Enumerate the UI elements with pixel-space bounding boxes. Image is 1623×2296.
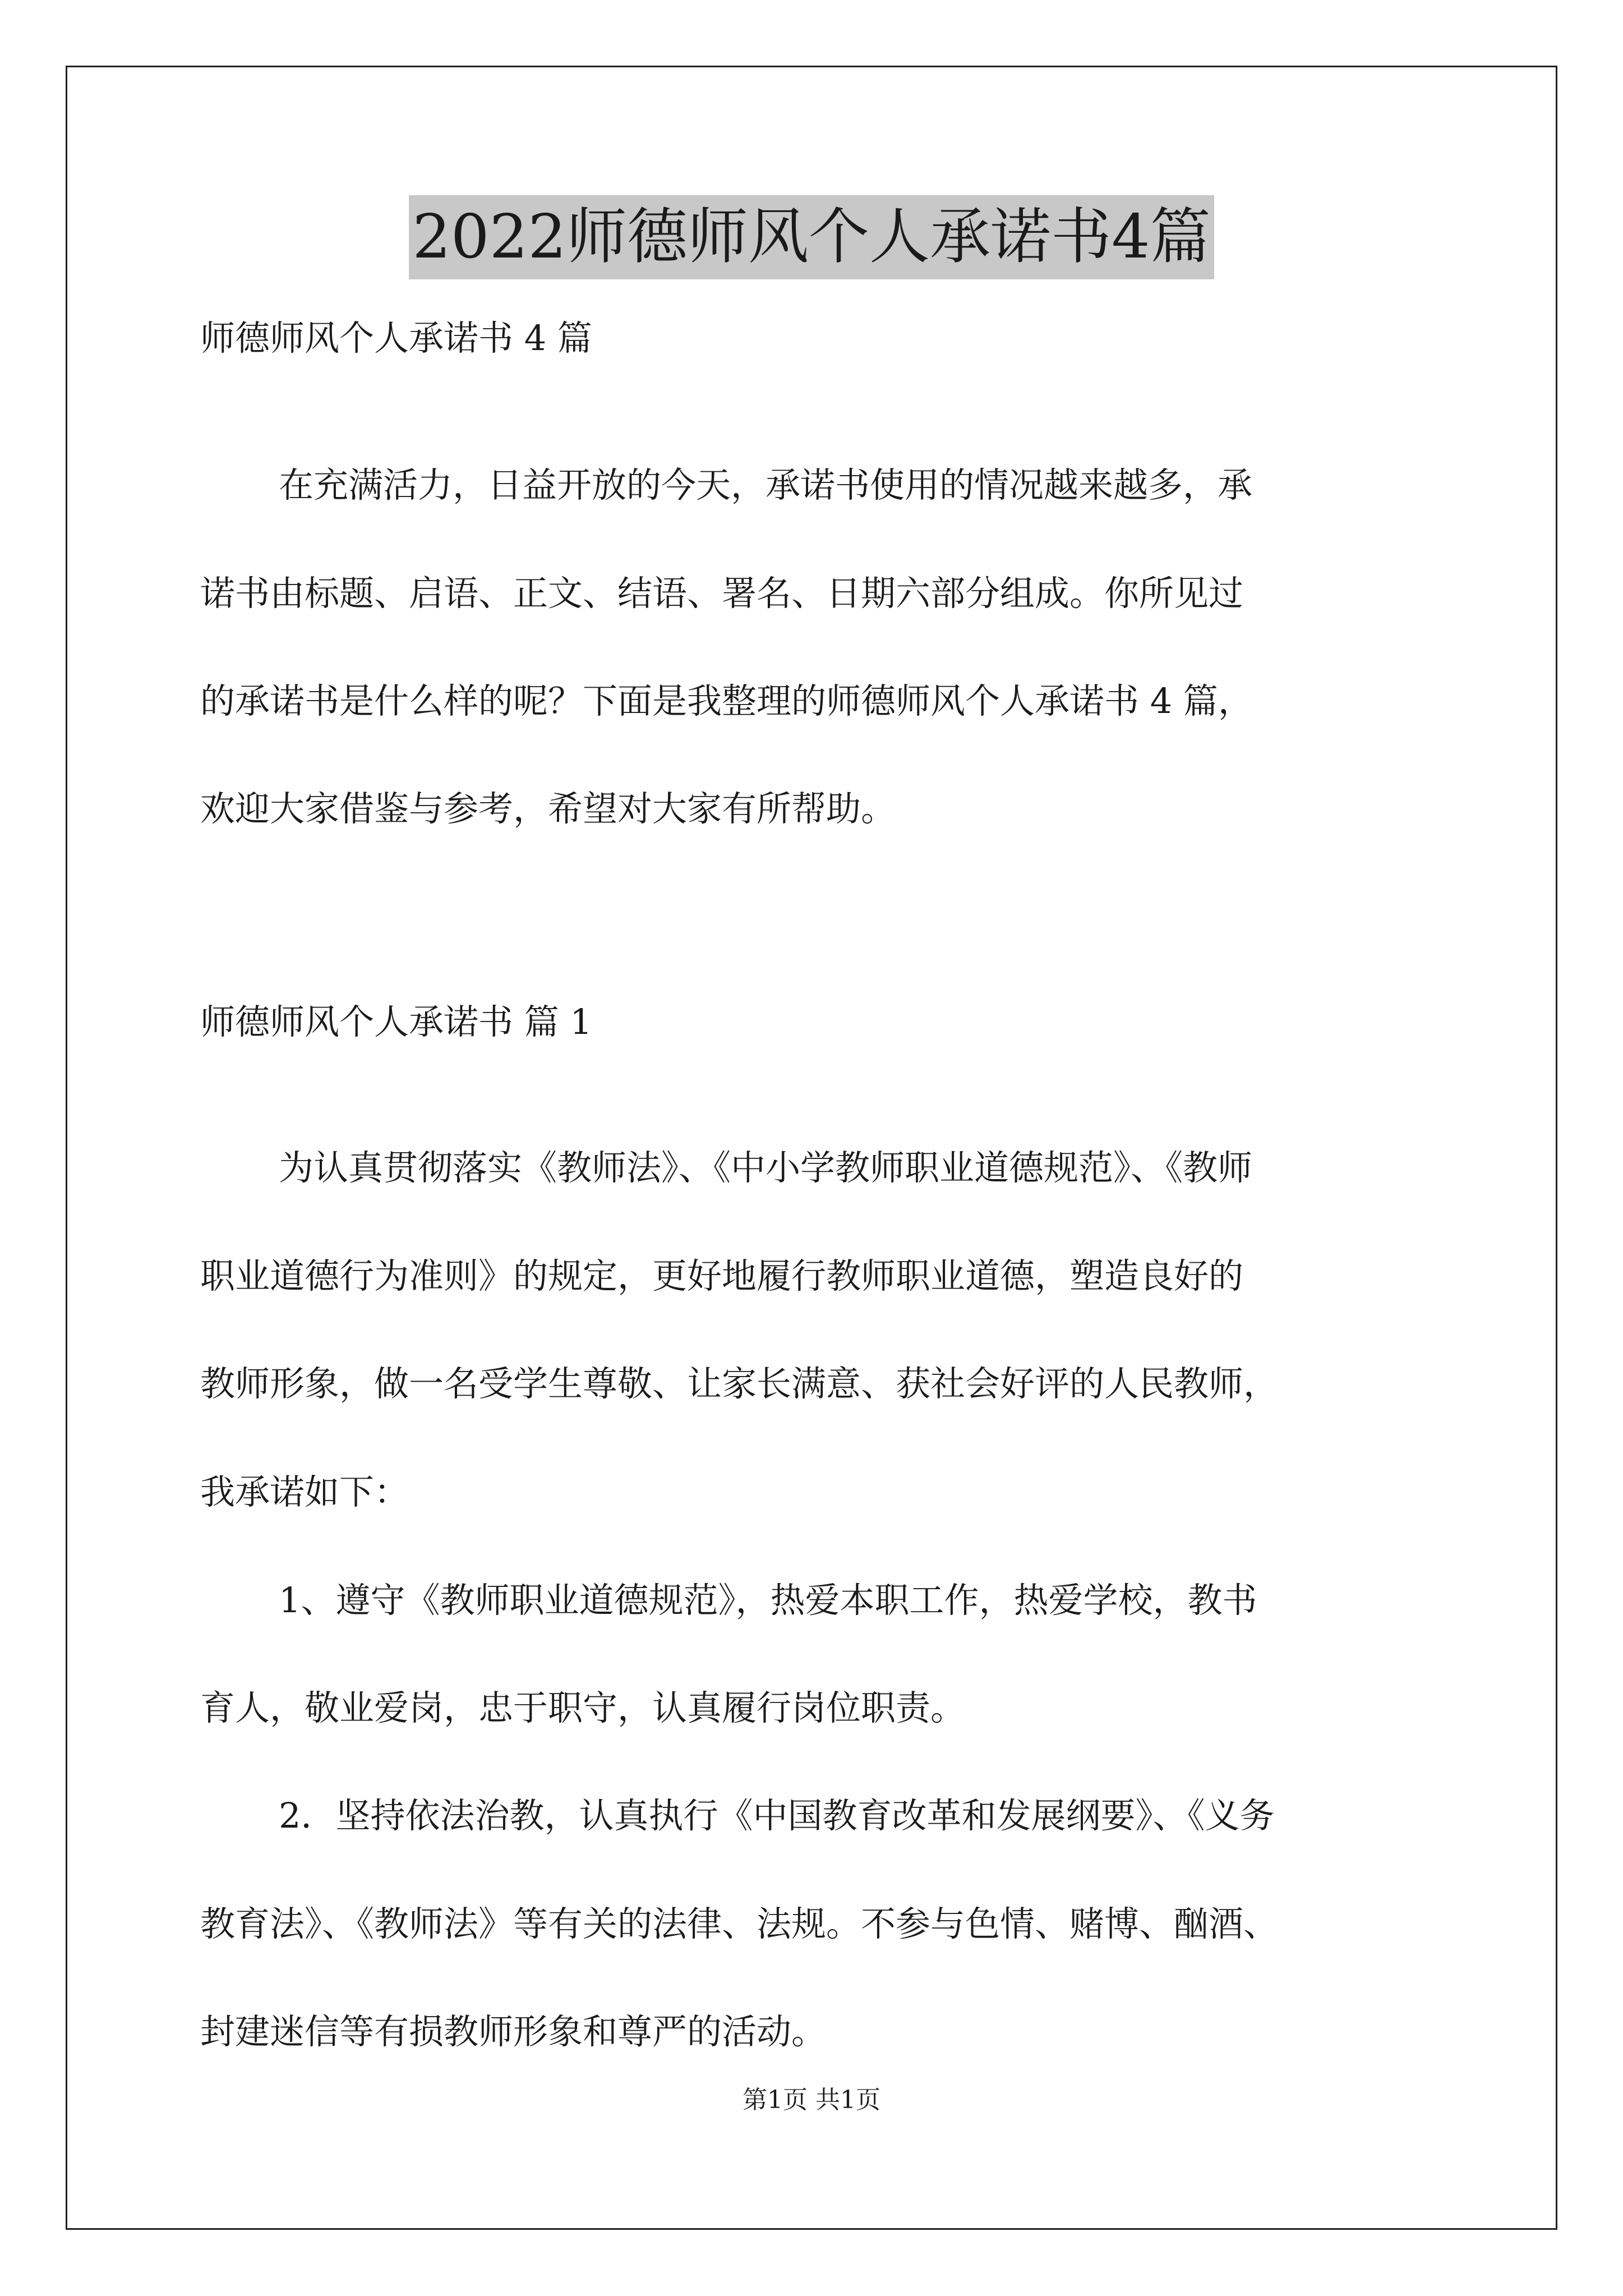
item-1-line-1: 1、遵守《教师职业道德规范》，热爱本职工作，热爱学校，教书 <box>279 1580 1257 1621</box>
page-number-footer: 第1页 共1页 <box>743 2086 880 2114</box>
intro-heading: 师德师风个人承诺书 4 篇 <box>200 318 592 358</box>
section-1-paragraph-line-1: 为认真贯彻落实《教师法》、《中小学教师职业道德规范》、《教师 <box>279 1147 1253 1188</box>
item-2-line-1: 2．坚持依法治教，认真执行《中国教育改革和发展纲要》、《义务 <box>279 1795 1275 1836</box>
section-heading-1: 师德师风个人承诺书 篇 1 <box>200 1001 592 1042</box>
intro-paragraph-line-1: 在充满活力，日益开放的今天，承诺书使用的情况越来越多，承 <box>279 464 1253 505</box>
section-1-paragraph-line-4: 我承诺如下： <box>200 1471 409 1512</box>
intro-paragraph-line-4: 欢迎大家借鉴与参考，希望对大家有所帮助。 <box>200 788 896 829</box>
document-title: 2022师德师风个人承诺书4篇 <box>409 195 1214 279</box>
section-1-paragraph-line-3: 教师形象，做一名受学生尊敬、让家长满意、获社会好评的人民教师， <box>200 1363 1279 1404</box>
intro-paragraph-line-3: 的承诺书是什么样的呢？下面是我整理的师德师风个人承诺书 4 篇， <box>200 680 1253 721</box>
item-1-line-2: 育人，敬业爱岗，忠于职守，认真履行岗位职责。 <box>200 1687 966 1728</box>
item-2-line-2: 教育法》、《教师法》等有关的法律、法规。不参与色情、赌博、酗酒、 <box>200 1903 1279 1944</box>
item-2-line-3: 封建迷信等有损教师形象和尊严的活动。 <box>200 2011 827 2052</box>
title-container <box>0 195 1623 279</box>
intro-paragraph-line-2: 诺书由标题、启语、正文、结语、署名、日期六部分组成。你所见过 <box>200 573 1244 614</box>
section-1-paragraph-line-2: 职业道德行为准则》的规定，更好地履行教师职业道德，塑造良好的 <box>200 1255 1244 1296</box>
